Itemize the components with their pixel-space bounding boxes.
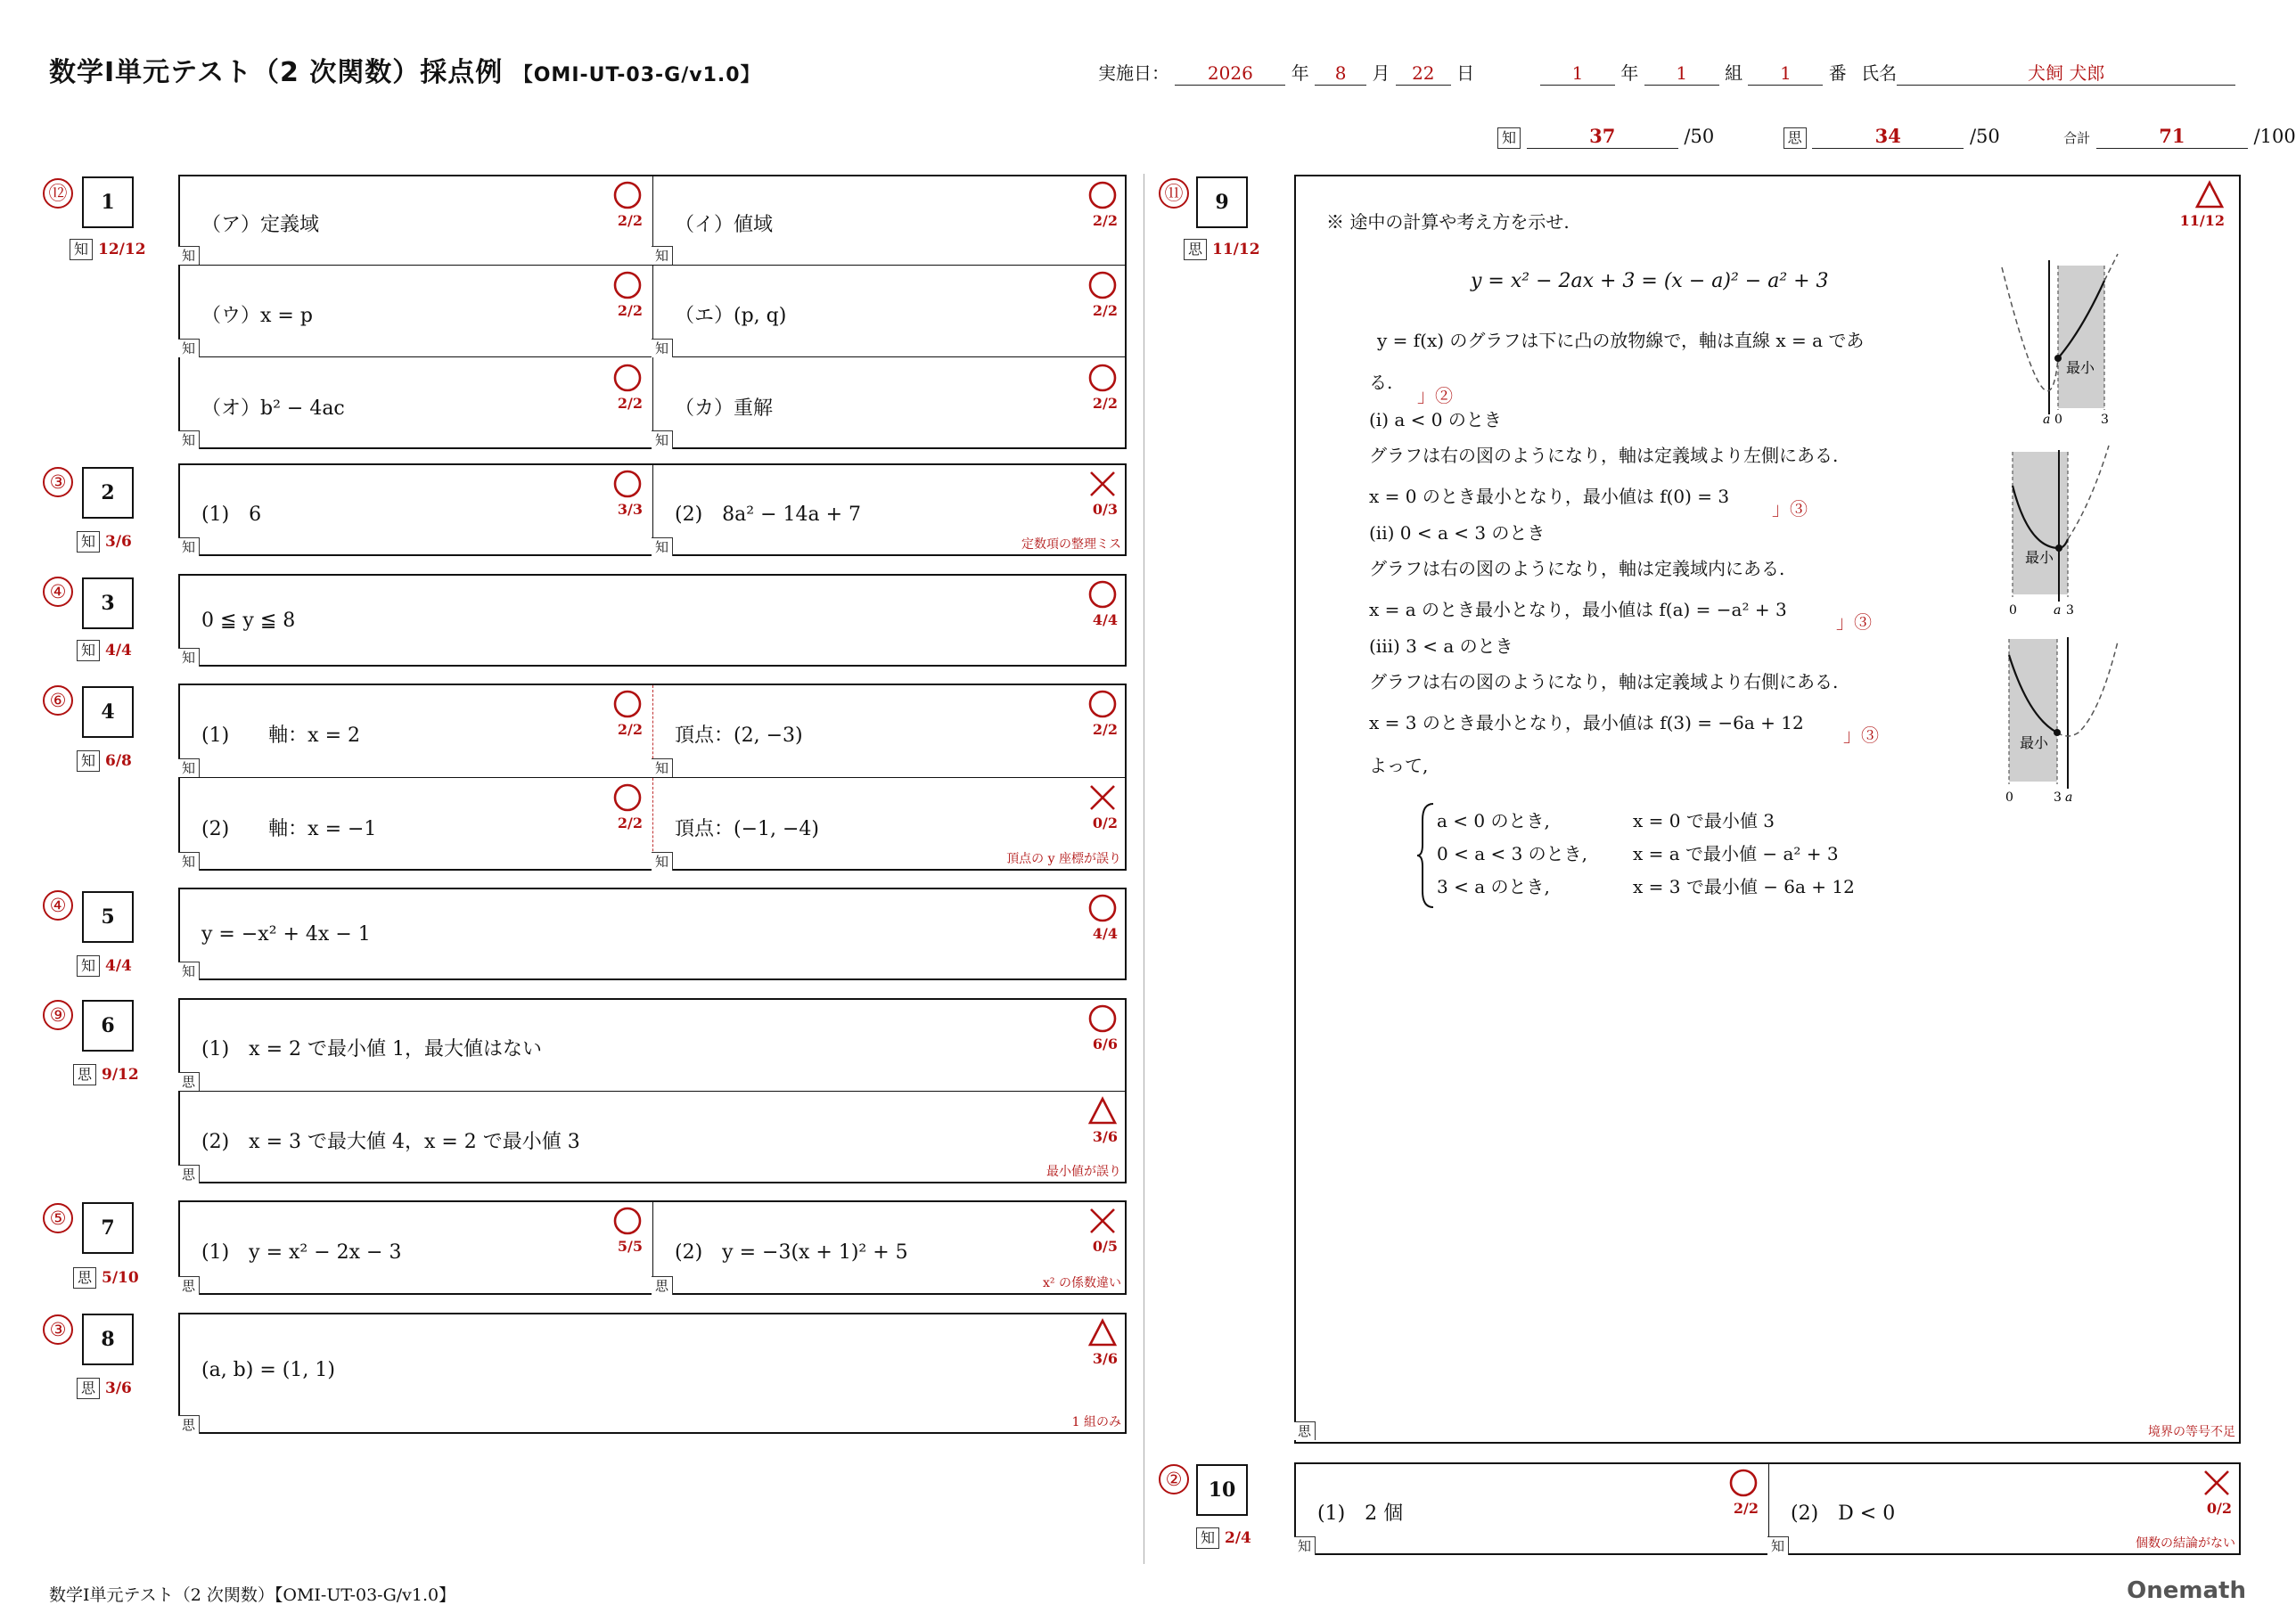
q6-cell-2 (178, 1091, 1127, 1183)
q1-cell-3-circle-mark (612, 270, 643, 304)
q8-cell-1-points: 3/6 (1092, 1350, 1118, 1367)
q10-cell-2-tag: 知 (1767, 1536, 1789, 1555)
q2-cell-2-answer: (2) 8a² − 14a + 7 (675, 504, 862, 526)
total-label: 合計 (2063, 130, 2091, 146)
q6-subscore (73, 1064, 139, 1085)
q1-cell-4-circle-mark (1087, 270, 1118, 304)
q3-subscore (77, 640, 132, 661)
q2-cell-1-points: 3/3 (617, 501, 643, 518)
day-unit: 日 (1456, 62, 1475, 84)
fig2-min-point (2055, 544, 2062, 552)
q1-cell-3-points: 2/2 (617, 302, 643, 319)
q9-score: 11/12 (1212, 241, 1260, 258)
fig1-domain-shade (2058, 266, 2104, 408)
q8-number: 8 (82, 1314, 134, 1365)
q9-case1: (i) a < 0 のとき (1369, 409, 1502, 430)
q3-cell-1-answer: 0 ≦ y ≦ 8 (201, 610, 296, 632)
q9-conclusion: よって, (1369, 755, 1429, 776)
q5-number: 5 (82, 891, 134, 943)
q9-cell-1-note: 境界の等号不足 (2148, 1425, 2235, 1439)
shi-score: 34 (1812, 125, 1964, 149)
q8-cell-1-note: 1 組のみ (1071, 1415, 1121, 1429)
q5-points-mark: ④ (43, 890, 73, 921)
q4-cell-1-points: 2/2 (617, 721, 643, 738)
date-label: 実施日： (1098, 62, 1169, 84)
number-unit: 番 (1828, 62, 1847, 84)
q1-cell-6-answer: （カ）重解 (675, 397, 774, 420)
q1-cell-6 (652, 357, 1127, 449)
q4-cell-3-answer: (2) 軸：x = −1 (201, 818, 377, 840)
q3-number: 3 (82, 577, 134, 629)
q4-cell-2-points: 2/2 (1092, 721, 1118, 738)
q9-figure-case3 (1993, 637, 2127, 811)
q3-cell-1-points: 4/4 (1092, 611, 1118, 628)
q2-score: 3/6 (105, 533, 132, 551)
q4-cell-3 (178, 777, 652, 871)
q3-cell-1 (178, 574, 1127, 667)
total-max: /100 (2253, 126, 2296, 147)
q8-cell-1 (178, 1313, 1127, 1434)
q1-cell-2-answer: （イ）値域 (675, 214, 774, 236)
q7-cell-1-answer: (1) y = x² − 2x − 3 (201, 1241, 402, 1264)
q5-category-tag: 知 (77, 955, 100, 977)
fig3-tick-0: 0 (2005, 790, 2013, 805)
q8-score: 3/6 (105, 1380, 132, 1397)
q4-category-tag: 知 (77, 750, 100, 772)
q2-cell-1-tag: 知 (178, 537, 200, 556)
q4-cell-3-tag: 知 (178, 852, 200, 871)
q9-cell-1-tag: 思 (1294, 1421, 1316, 1440)
student-number: 1 (1748, 61, 1823, 86)
fig3-min-point (2054, 729, 2061, 736)
q2-cell-2-note: 定数項の整理ミス (1021, 537, 1121, 552)
q7-cell-1-points: 5/5 (617, 1238, 643, 1255)
q4-cell-2 (652, 684, 1127, 777)
q4-points-mark: ⑥ (43, 685, 73, 716)
q9-mark-2: 」② (1417, 385, 1453, 406)
chi-tag: 知 (1497, 127, 1521, 149)
q1-cell-4-answer: （エ）(p, q) (675, 305, 787, 327)
q10-cell-2-note: 個数の結論がない (2136, 1536, 2235, 1551)
q6-cell-1-circle-mark (1087, 1003, 1118, 1037)
q10-number: 10 (1196, 1464, 1248, 1516)
q2-cell-1-circle-mark (612, 469, 643, 503)
q1-cell-2-tag: 知 (652, 246, 673, 265)
q10-cell-1-answer: (1) 2 個 (1317, 1502, 1404, 1525)
q7-points-mark: ⑤ (43, 1203, 73, 1233)
fig2-tick-0: 0 (2009, 603, 2017, 618)
q2-category-tag: 知 (77, 531, 100, 553)
q1-number: 1 (82, 176, 134, 228)
q9-line1: y = f(x) のグラフは下に凸の放物線で，軸は直線 x = a であ (1377, 330, 1865, 351)
q9-result2-val: x = a で最小値 − a² + 3 (1633, 843, 1839, 864)
q2-subscore (77, 531, 132, 553)
q6-cell-1-answer: (1) x = 2 で最小値 1，最大値はない (201, 1038, 542, 1060)
chi-score: 37 (1527, 125, 1678, 149)
q6-cell-2-answer: (2) x = 3 で最大値 4，x = 2 で最小値 3 (201, 1131, 580, 1153)
q1-cell-4-points: 2/2 (1092, 302, 1118, 319)
q3-points-mark: ④ (43, 577, 73, 607)
q9-line2: る. (1369, 372, 1393, 393)
q9-brace (1415, 802, 1437, 909)
q1-cell-3 (178, 265, 652, 357)
q9-case3-a: グラフは右の図のようになり，軸は定義域より右側にある. (1369, 671, 1839, 692)
q7-cell-2-note: x² の係数違い (1043, 1276, 1121, 1290)
q9-result1-cond: a < 0 のとき, (1437, 810, 1550, 831)
title-text: 数学Ⅰ単元テスト（2 次関数）採点例 (49, 57, 504, 88)
date-year: 2026 (1175, 61, 1285, 86)
q2-cell-2-points: 0/3 (1092, 501, 1118, 518)
q9-points-mark: ⑪ (1159, 178, 1189, 209)
q9-subscore (1184, 239, 1260, 260)
q9-mark-3b: 」③ (1836, 611, 1872, 633)
q10-score: 2/4 (1225, 1529, 1251, 1547)
q10-cell-2-answer: (2) D < 0 (1791, 1502, 1896, 1525)
q4-score: 6/8 (105, 752, 132, 770)
title-code: 【OMI-UT-03-G/v1.0】 (512, 64, 761, 86)
q7-cell-1-circle-mark (612, 1206, 643, 1240)
q10-cell-1 (1294, 1462, 1767, 1555)
q4-cell-1-answer: (1) 軸：x = 2 (201, 725, 360, 747)
q7-cell-2-answer: (2) y = −3(x + 1)² + 5 (675, 1241, 908, 1264)
q6-score: 9/12 (102, 1066, 139, 1084)
q6-number: 6 (82, 1000, 134, 1052)
q1-cell-5-points: 2/2 (617, 395, 643, 412)
q6-cell-1-tag: 思 (178, 1072, 200, 1091)
footer-text: 数学Ⅰ単元テスト（2 次関数）【OMI-UT-03-G/v1.0】 (49, 1585, 456, 1605)
fig3-tick-a: a (2065, 790, 2073, 805)
q8-cell-1-answer: (a, b) = (1, 1) (201, 1359, 335, 1381)
q9-mark-3c: 」③ (1843, 725, 1879, 746)
date-day: 22 (1396, 61, 1451, 86)
q7-cell-2-points: 0/5 (1092, 1238, 1118, 1255)
q1-cell-2-points: 2/2 (1092, 212, 1118, 229)
q2-cell-1-answer: (1) 6 (201, 504, 262, 526)
q5-score: 4/4 (105, 957, 132, 975)
fig2-min-label: 最小 (2025, 549, 2054, 566)
q7-cell-1-tag: 思 (178, 1276, 200, 1295)
fig1-min-point (2054, 355, 2062, 362)
q1-cell-2-circle-mark (1087, 180, 1118, 214)
q1-cell-6-tag: 知 (652, 430, 673, 449)
q6-cell-1 (178, 998, 1127, 1091)
q1-cell-1-points: 2/2 (617, 212, 643, 229)
q10-cell-1-circle-mark (1728, 1468, 1759, 1502)
header-student (1540, 59, 2235, 86)
q5-cell-1-points: 4/4 (1092, 925, 1118, 942)
q7-score: 5/10 (102, 1269, 139, 1287)
q4-cell-2-circle-mark (1087, 689, 1118, 723)
q1-category-tag: 知 (70, 239, 93, 260)
q9-case1-b: x = 0 のとき最小となり，最小値は f(0) = 3 (1369, 486, 1730, 507)
q9-case3-b: x = 3 のとき最小となり，最小値は f(3) = −6a + 12 (1369, 712, 1804, 733)
q10-cell-1-points: 2/2 (1733, 1500, 1759, 1517)
q2-points-mark: ③ (43, 467, 73, 497)
q6-cell-2-points: 3/6 (1092, 1128, 1118, 1145)
q9-result1-val: x = 0 で最小値 3 (1633, 810, 1775, 831)
q3-score: 4/4 (105, 642, 132, 659)
q1-cell-1-tag: 知 (178, 246, 200, 265)
q1-cell-4-tag: 知 (652, 339, 673, 357)
q1-cell-1 (178, 175, 652, 265)
q7-number: 7 (82, 1202, 134, 1254)
q2-cell-1 (178, 463, 652, 556)
q2-number: 2 (82, 467, 134, 519)
q4-cell-4-cross-mark (1087, 782, 1118, 816)
q4-cell-4-points: 0/2 (1092, 815, 1118, 831)
q1-cell-3-tag: 知 (178, 339, 200, 357)
q2-cell-2-cross-mark (1087, 469, 1118, 503)
q8-cell-1-triangle-mark (1087, 1318, 1118, 1352)
q9-result2-cond: 0 < a < 3 のとき, (1437, 843, 1588, 864)
q7-cell-2-tag: 思 (652, 1276, 673, 1295)
name-label: 氏名 (1861, 62, 1898, 84)
q1-subscore (70, 239, 146, 260)
year-unit: 年 (1291, 62, 1309, 84)
q6-cell-2-tag: 思 (178, 1165, 200, 1183)
q9-figure-case1 (1993, 258, 2127, 437)
q7-subscore (73, 1267, 139, 1289)
q8-category-tag: 思 (77, 1378, 100, 1399)
q1-cell-1-circle-mark (612, 180, 643, 214)
q7-cell-2 (652, 1200, 1127, 1295)
q1-cell-1-answer: （ア）定義域 (201, 214, 320, 236)
fig3-min-label: 最小 (2020, 734, 2049, 751)
q7-category-tag: 思 (73, 1267, 96, 1289)
q9-number: 9 (1196, 176, 1248, 228)
grade-unit: 年 (1620, 62, 1639, 84)
q8-cell-1-tag: 思 (178, 1415, 200, 1434)
q5-cell-1-answer: y = −x² + 4x − 1 (201, 923, 371, 946)
q3-category-tag: 知 (77, 640, 100, 661)
date-month: 8 (1315, 61, 1366, 86)
q9-instruction: ※ 途中の計算や考え方を示せ. (1326, 211, 1570, 233)
q7-cell-2-cross-mark (1087, 1206, 1118, 1240)
q5-cell-1-tag: 知 (178, 962, 200, 980)
q4-cell-1-circle-mark (612, 689, 643, 723)
q1-cell-6-points: 2/2 (1092, 395, 1118, 412)
q1-cell-6-circle-mark (1087, 363, 1118, 397)
q4-cell-1 (178, 684, 652, 777)
q4-cell-4-answer: 頂点：(−1, −4) (675, 818, 820, 840)
shi-tag: 思 (1784, 127, 1807, 149)
q6-cell-1-points: 6/6 (1092, 1036, 1118, 1052)
q10-category-tag: 知 (1196, 1527, 1219, 1549)
q10-cell-1-tag: 知 (1294, 1536, 1316, 1555)
fig2-tick-3: 3 (2066, 603, 2074, 618)
onemath-logo: Onemath (2127, 1577, 2246, 1604)
q6-points-mark: ⑨ (43, 1000, 73, 1030)
q1-cell-4 (652, 265, 1127, 357)
fig1-min-label: 最小 (2066, 359, 2095, 376)
q1-points-mark: ⑫ (43, 178, 73, 209)
q1-cell-5-tag: 知 (178, 430, 200, 449)
q8-points-mark: ③ (43, 1314, 73, 1345)
q9-result3-cond: 3 < a のとき, (1437, 876, 1550, 897)
q4-subscore (77, 750, 132, 772)
class-unit: 組 (1725, 62, 1743, 84)
q9-case2-b: x = a のとき最小となり，最小値は f(a) = −a² + 3 (1369, 599, 1787, 620)
chi-max: /50 (1684, 126, 1715, 147)
q9-figure-case2 (1993, 450, 2127, 624)
score-summary (1497, 125, 2296, 149)
q3-cell-1-circle-mark (1087, 579, 1118, 613)
q5-cell-1 (178, 888, 1127, 980)
q9-case2: (ii) 0 < a < 3 のとき (1369, 522, 1546, 544)
shi-max: /50 (1969, 126, 2000, 147)
q9-case1-a: グラフは右の図のようになり，軸は定義域より左側にある. (1369, 445, 1839, 466)
q4-cell-4-note: 頂点の y 座標が誤り (1006, 852, 1121, 866)
q1-cell-3-answer: （ウ）x = p (201, 305, 313, 327)
fig1-tick-a: a (2043, 413, 2051, 427)
q4-cell-2-answer: 頂点：(2, −3) (675, 725, 803, 747)
q9-result3-val: x = 3 で最小値 − 6a + 12 (1633, 876, 1855, 897)
q8-subscore (77, 1378, 132, 1399)
q1-cell-5-circle-mark (612, 363, 643, 397)
q4-cell-3-circle-mark (612, 782, 643, 816)
q4-cell-4 (652, 777, 1127, 871)
q2-cell-2-tag: 知 (652, 537, 673, 556)
q6-cell-2-note: 最小値が誤り (1046, 1165, 1121, 1179)
q2-cell-2 (652, 463, 1127, 556)
q4-cell-4-tag: 知 (652, 852, 673, 871)
header-date (1098, 59, 1474, 86)
q6-cell-2-triangle-mark (1087, 1096, 1118, 1130)
student-class: 1 (1644, 61, 1719, 86)
q1-cell-5 (178, 357, 652, 449)
q10-subscore (1196, 1527, 1251, 1549)
student-name: 犬飼 犬郎 (1897, 61, 2235, 86)
q4-number: 4 (82, 686, 134, 738)
q9-category-tag: 思 (1184, 239, 1207, 260)
q1-cell-5-answer: （オ）b² − 4ac (201, 397, 345, 420)
fig1-tick-3: 3 (2101, 413, 2109, 427)
page-title (49, 50, 761, 89)
q10-cell-2 (1767, 1462, 2241, 1555)
q9-mark-3a: 」③ (1772, 498, 1808, 520)
student-grade: 1 (1540, 61, 1615, 86)
q9-case2-a: グラフは右の図のようになり，軸は定義域内にある. (1369, 558, 1785, 579)
q10-points-mark: ② (1159, 1464, 1189, 1494)
total-score: 71 (2096, 125, 2248, 149)
q10-cell-2-points: 0/2 (2206, 1500, 2232, 1517)
fig3-tick-3: 3 (2054, 790, 2062, 805)
q6-category-tag: 思 (73, 1064, 96, 1085)
fig2-tick-a: a (2054, 603, 2062, 618)
q10-cell-2-cross-mark (2202, 1468, 2232, 1502)
q1-cell-2 (652, 175, 1127, 265)
q4-cell-2-tag: 知 (652, 758, 673, 777)
fig1-tick-0: 0 (2054, 413, 2062, 427)
q4-cell-1-tag: 知 (178, 758, 200, 777)
month-unit: 月 (1372, 62, 1390, 84)
q9-cell-1-triangle-mark (2194, 180, 2225, 214)
q4-cell-3-points: 2/2 (617, 815, 643, 831)
q9-equation: y = x² − 2ax + 3 = (x − a)² − a² + 3 (1471, 270, 1829, 292)
q7-cell-1 (178, 1200, 652, 1295)
q9-case3: (iii) 3 < a のとき (1369, 635, 1513, 657)
q3-cell-1-tag: 知 (178, 648, 200, 667)
q5-subscore (77, 955, 132, 977)
q9-cell-1-points: 11/12 (2179, 212, 2225, 229)
q5-cell-1-circle-mark (1087, 893, 1118, 927)
q1-score: 12/12 (98, 241, 146, 258)
